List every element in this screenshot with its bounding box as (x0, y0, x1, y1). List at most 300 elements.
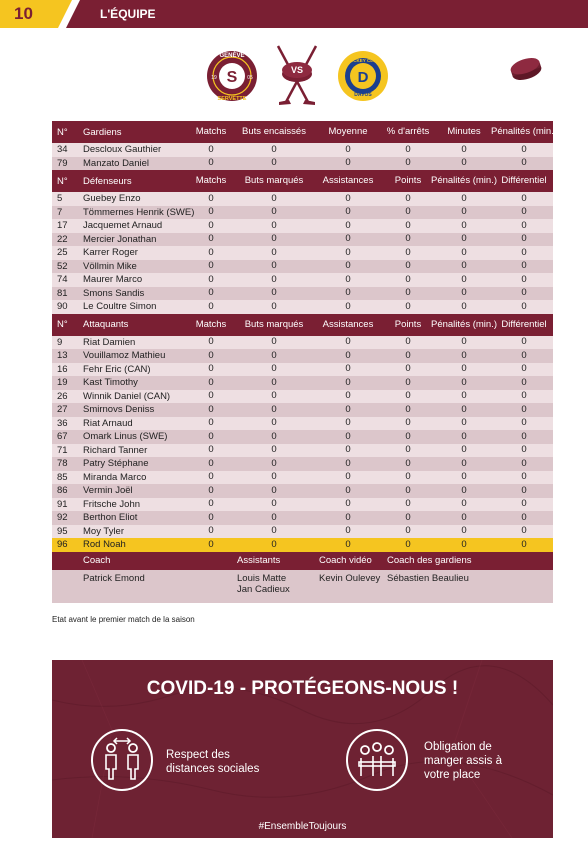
social-distance-icon (90, 728, 154, 792)
stat-value: 0 (271, 246, 277, 258)
stat-value: 0 (461, 192, 467, 204)
stat-value: 0 (271, 390, 277, 402)
roster-table (52, 121, 557, 603)
stat-value: 0 (461, 444, 467, 456)
defense-header-col-4: Assistances (322, 175, 374, 186)
player-number: 81 (57, 287, 68, 299)
player-number: 78 (57, 458, 68, 469)
stat-value: 0 (208, 246, 214, 258)
stat-value: 0 (461, 206, 467, 218)
stat-value: 0 (345, 484, 351, 496)
stat-value: 0 (345, 233, 351, 245)
stat-value: 0 (345, 430, 351, 442)
stat-value: 0 (461, 287, 467, 299)
staff-header-video: Coach vidéo (319, 555, 372, 566)
stat-value: 0 (208, 349, 214, 361)
home-team-name-bottom: SERVETTE (217, 96, 247, 102)
covid-item-distance (90, 728, 154, 797)
player-name: Descloux Gauthier (83, 144, 162, 155)
stat-value: 0 (405, 233, 411, 245)
stat-value: 0 (345, 287, 351, 299)
goalies-header-col-1: Gardiens (83, 126, 122, 138)
table-row (52, 363, 553, 377)
stat-value: 0 (208, 206, 214, 218)
stat-value: 0 (461, 417, 467, 429)
player-name: Guebey Enzo (83, 193, 141, 204)
stat-value: 0 (461, 525, 467, 537)
stat-value: 0 (345, 273, 351, 285)
player-number: 52 (57, 260, 68, 272)
player-name: Mercier Jonathan (83, 233, 157, 245)
table-row (52, 498, 553, 512)
stat-value: 0 (521, 417, 527, 429)
player-number: 16 (57, 363, 68, 375)
stat-value: 0 (405, 287, 411, 299)
player-name: Berthon Eliot (83, 512, 138, 523)
stat-value: 0 (405, 336, 411, 348)
table-row (52, 157, 553, 171)
stat-value: 0 (345, 336, 351, 348)
home-team-year-right: 05 (247, 75, 253, 81)
forwards-header-col-7: Différentiel (501, 318, 547, 330)
stat-value: 0 (271, 484, 277, 496)
player-number: 71 (57, 444, 68, 456)
stat-value: 0 (271, 417, 277, 429)
puck-icon (508, 55, 544, 83)
stat-value: 0 (345, 349, 351, 361)
player-number: 25 (57, 247, 68, 258)
player-name: Vermin Joël (83, 485, 133, 496)
stat-value: 0 (521, 363, 527, 375)
svg-text:D: D (357, 69, 369, 86)
table-row (52, 246, 553, 260)
defense-body (52, 192, 553, 314)
stat-value: 0 (521, 484, 527, 496)
stat-value: 0 (405, 363, 411, 375)
covid-item-seated (345, 728, 409, 797)
stat-value: 0 (271, 273, 277, 285)
player-number: 19 (57, 377, 68, 388)
staff-assistant-1: Louis Matte (237, 573, 287, 584)
stat-value: 0 (461, 349, 467, 361)
goalies-header-col-5: % d'arrêts (386, 126, 430, 137)
stat-value: 0 (521, 511, 527, 523)
stat-value: 0 (521, 390, 527, 402)
player-number: 26 (57, 390, 68, 402)
table-row (52, 192, 553, 206)
stat-value: 0 (461, 363, 467, 375)
covid-banner (52, 660, 553, 838)
stat-value: 0 (345, 525, 351, 537)
stat-value: 0 (208, 192, 214, 204)
stat-value: 0 (521, 525, 527, 537)
covid-item2-line2: manger assis à (424, 755, 502, 767)
player-name: Kast Timothy (83, 377, 138, 388)
stat-value: 0 (521, 192, 527, 204)
defense-header-col-7: Différentiel (501, 175, 547, 186)
player-number: 22 (57, 233, 68, 245)
player-name: Jacquemet Arnaud (83, 220, 163, 231)
table-row (52, 376, 553, 390)
stat-value: 0 (271, 363, 277, 375)
stat-value: 0 (405, 457, 411, 469)
stat-value: 0 (271, 300, 277, 312)
stat-value: 0 (271, 349, 277, 361)
staff-header-coach: Coach (83, 555, 111, 566)
defense-header-col-3: Buts marqués (244, 175, 304, 186)
stat-value: 0 (405, 376, 411, 388)
stat-value: 0 (271, 260, 277, 272)
stat-value: 0 (405, 349, 411, 361)
stat-value: 0 (405, 511, 411, 523)
away-team-name-top: HOCKEY CLUB (346, 58, 380, 63)
player-name: Fehr Eric (CAN) (83, 363, 151, 375)
defense-header-row (52, 170, 553, 192)
stat-value: 0 (208, 287, 214, 299)
stat-value: 0 (521, 233, 527, 245)
player-name: Maurer Marco (83, 274, 143, 285)
stat-value: 0 (208, 143, 214, 155)
stat-value: 0 (521, 287, 527, 299)
stat-value: 0 (405, 143, 411, 155)
stat-value: 0 (271, 376, 277, 388)
stat-value: 0 (461, 498, 467, 510)
table-row (52, 336, 553, 350)
stat-value: 0 (461, 376, 467, 388)
stat-value: 0 (521, 376, 527, 388)
table-row (52, 430, 553, 444)
stat-value: 0 (521, 206, 527, 218)
player-name: Smirnovs Deniss (83, 404, 155, 415)
stat-value: 0 (405, 538, 411, 550)
stat-value: 0 (521, 471, 527, 483)
svg-text:S: S (226, 69, 238, 86)
vs-crossed-sticks-icon (278, 46, 316, 105)
table-row (52, 300, 553, 314)
stat-value: 0 (208, 403, 214, 415)
player-number: 36 (57, 417, 68, 429)
staff-goalie-coach: Sébastien Beaulieu (387, 573, 469, 584)
stat-value: 0 (345, 300, 351, 312)
player-number: 9 (57, 336, 63, 348)
table-row (52, 219, 553, 233)
table-row (52, 390, 553, 404)
player-name: Miranda Marco (83, 471, 147, 483)
stat-value: 0 (405, 403, 411, 415)
stat-value: 0 (345, 457, 351, 469)
player-number: 74 (57, 274, 68, 285)
stat-value: 0 (405, 219, 411, 231)
stat-value: 0 (461, 538, 467, 550)
covid-item1-line1: Respect des (166, 749, 230, 761)
stat-value: 0 (521, 219, 527, 231)
stat-value: 0 (208, 157, 214, 169)
stat-value: 0 (208, 376, 214, 388)
stat-value: 0 (405, 417, 411, 429)
stat-value: 0 (521, 538, 527, 550)
table-row (52, 206, 553, 220)
stat-value: 0 (345, 260, 351, 272)
player-number: 79 (57, 157, 68, 169)
stat-value: 0 (405, 273, 411, 285)
table-row (52, 233, 553, 247)
staff-header-goalie-coach: Coach des gardiens (387, 555, 472, 566)
table-row (52, 287, 553, 301)
table-row (52, 403, 553, 417)
table-row (52, 349, 553, 363)
forwards-body (52, 336, 553, 552)
away-team-name-bottom: DAVOS (354, 92, 372, 98)
goalies-header-col-3: Buts encaissés (242, 126, 306, 137)
staff-header-assistants: Assistants (237, 555, 281, 566)
stat-value: 0 (405, 157, 411, 169)
goalies-body (52, 143, 553, 170)
covid-item2-line1: Obligation de (424, 741, 492, 753)
section-title: L'ÉQUIPE (100, 7, 156, 21)
defense-header-col-5: Points (394, 175, 422, 186)
goalies-header-col-2: Matchs (195, 126, 227, 137)
stat-value: 0 (271, 143, 277, 155)
staff-coach: Patrick Emond (83, 573, 145, 584)
player-name: Fritsche John (83, 498, 141, 510)
covid-item-seated-text (424, 740, 502, 782)
stat-value: 0 (208, 484, 214, 496)
staff-assistant-2: Jan Cadieux (237, 584, 290, 595)
stat-value: 0 (208, 390, 214, 402)
stat-value: 0 (208, 363, 214, 375)
stat-value: 0 (461, 157, 467, 169)
stat-value: 0 (345, 192, 351, 204)
stat-value: 0 (405, 471, 411, 483)
player-number: 27 (57, 404, 68, 415)
table-row (52, 444, 553, 458)
stat-value: 0 (405, 300, 411, 312)
player-number: 96 (57, 539, 68, 550)
goalies-header-col-7: Pénalités (min.) (491, 126, 557, 137)
stat-value: 0 (271, 219, 277, 231)
player-name: Rod Noah (83, 539, 126, 550)
stat-value: 0 (461, 143, 467, 155)
stat-value: 0 (521, 403, 527, 415)
player-name: Le Coultre Simon (83, 301, 157, 312)
forwards-header-col-3: Buts marqués (244, 318, 304, 330)
stat-value: 0 (345, 403, 351, 415)
covid-item2-line3: votre place (424, 769, 481, 781)
goalies-header-col-0: N° (57, 126, 68, 138)
stat-value: 0 (271, 444, 277, 456)
stat-value: 0 (461, 246, 467, 258)
stat-value: 0 (208, 471, 214, 483)
home-team-year-left: 19 (211, 75, 217, 81)
forwards-header-row (52, 314, 553, 336)
player-name: Karrer Roger (83, 247, 138, 258)
player-name: Tömmernes Henrik (SWE) (83, 206, 195, 218)
stat-value: 0 (208, 430, 214, 442)
forwards-header-col-6: Pénalités (min.) (431, 318, 497, 330)
home-team-name-top: GENÈVE (219, 53, 245, 59)
page-number: 10 (0, 0, 58, 28)
player-name: Riat Arnaud (83, 417, 133, 429)
forwards-header-col-2: Matchs (195, 318, 227, 330)
stat-value: 0 (461, 471, 467, 483)
stat-value: 0 (405, 430, 411, 442)
stat-value: 0 (208, 260, 214, 272)
stat-value: 0 (345, 376, 351, 388)
defense-header-col-0: N° (57, 175, 68, 187)
table-row (52, 457, 553, 471)
stat-value: 0 (345, 471, 351, 483)
staff-video-coach: Kevin Oulevey (319, 573, 381, 584)
player-name: Patry Stéphane (83, 458, 149, 469)
stat-value: 0 (271, 457, 277, 469)
stat-value: 0 (345, 498, 351, 510)
stat-value: 0 (208, 300, 214, 312)
stat-value: 0 (271, 511, 277, 523)
staff-row (52, 570, 553, 603)
stat-value: 0 (405, 260, 411, 272)
goalies-header-col-6: Minutes (447, 126, 481, 137)
stat-value: 0 (208, 273, 214, 285)
covid-title: COVID-19 - PROTÉGEONS-NOUS ! (146, 678, 459, 699)
stat-value: 0 (521, 300, 527, 312)
stat-value: 0 (208, 444, 214, 456)
stat-value: 0 (345, 538, 351, 550)
stat-value: 0 (271, 403, 277, 415)
stat-value: 0 (405, 498, 411, 510)
stat-value: 0 (271, 471, 277, 483)
stat-value: 0 (461, 403, 467, 415)
seated-eating-icon (345, 728, 409, 792)
covid-item1-line2: distances sociales (166, 763, 260, 775)
player-name: Moy Tyler (83, 525, 125, 537)
staff-header-row (52, 552, 553, 570)
season-note: Etat avant le premier match de la saison (52, 615, 195, 624)
stat-value: 0 (271, 192, 277, 204)
stat-value: 0 (345, 417, 351, 429)
stat-value: 0 (521, 157, 527, 169)
stat-value: 0 (345, 143, 351, 155)
covid-item-distance-text (166, 748, 259, 776)
stat-value: 0 (345, 246, 351, 258)
stat-value: 0 (271, 233, 277, 245)
player-number: 92 (57, 512, 68, 523)
player-number: 67 (57, 431, 68, 442)
stat-value: 0 (405, 206, 411, 218)
stat-value: 0 (405, 246, 411, 258)
stat-value: 0 (461, 273, 467, 285)
stat-value: 0 (521, 273, 527, 285)
stat-value: 0 (405, 484, 411, 496)
stat-value: 0 (521, 336, 527, 348)
stat-value: 0 (521, 143, 527, 155)
stat-value: 0 (405, 525, 411, 537)
defense-header-col-1: Défenseurs (83, 175, 132, 187)
player-number: 13 (57, 350, 68, 361)
stat-value: 0 (521, 457, 527, 469)
forwards-header-col-5: Points (394, 318, 422, 330)
stat-value: 0 (405, 444, 411, 456)
header-band-shape (0, 0, 588, 28)
match-logos (205, 40, 390, 110)
stat-value: 0 (521, 430, 527, 442)
stat-value: 0 (208, 457, 214, 469)
player-number: 95 (57, 525, 68, 537)
stat-value: 0 (345, 511, 351, 523)
table-row (52, 511, 553, 525)
player-number: 34 (57, 144, 68, 155)
table-row (52, 143, 553, 157)
stat-value: 0 (271, 538, 277, 550)
player-name: Richard Tanner (83, 444, 148, 456)
stat-value: 0 (345, 157, 351, 169)
player-name: Winnik Daniel (CAN) (83, 390, 171, 402)
player-number: 7 (57, 206, 63, 218)
player-name: Omark Linus (SWE) (83, 431, 168, 442)
table-row (52, 273, 553, 287)
stat-value: 0 (461, 430, 467, 442)
forwards-header-col-4: Assistances (322, 318, 374, 330)
player-number: 17 (57, 220, 68, 231)
page-header (0, 0, 588, 28)
stat-value: 0 (521, 349, 527, 361)
player-number: 91 (57, 498, 68, 510)
stat-value: 0 (208, 511, 214, 523)
defense-header-col-6: Pénalités (min.) (431, 175, 497, 186)
stat-value: 0 (345, 219, 351, 231)
player-number: 5 (57, 193, 63, 204)
stat-value: 0 (405, 390, 411, 402)
stat-value: 0 (208, 525, 214, 537)
stat-value: 0 (345, 444, 351, 456)
stat-value: 0 (271, 157, 277, 169)
player-number: 90 (57, 301, 68, 312)
stat-value: 0 (405, 192, 411, 204)
player-name: Smons Sandis (83, 287, 145, 299)
stat-value: 0 (461, 511, 467, 523)
player-number: 86 (57, 485, 68, 496)
stat-value: 0 (208, 233, 214, 245)
table-row (52, 417, 553, 431)
away-team-logo (338, 51, 388, 101)
player-name: Riat Damien (83, 336, 136, 348)
stat-value: 0 (461, 390, 467, 402)
stat-value: 0 (461, 484, 467, 496)
stat-value: 0 (208, 336, 214, 348)
stat-value: 0 (271, 430, 277, 442)
stat-value: 0 (208, 498, 214, 510)
player-name: Völlmin Mike (83, 260, 137, 272)
table-row (52, 525, 553, 539)
stat-value: 0 (521, 246, 527, 258)
stat-value: 0 (345, 363, 351, 375)
goalies-header-col-4: Moyenne (328, 126, 368, 137)
stat-value: 0 (271, 336, 277, 348)
stat-value: 0 (461, 233, 467, 245)
stat-value: 0 (521, 444, 527, 456)
covid-hashtag: #EnsembleToujours (258, 821, 347, 832)
table-row (52, 484, 553, 498)
table-row (52, 538, 553, 552)
player-number: 85 (57, 471, 68, 483)
forwards-header-col-0: N° (57, 319, 68, 330)
stat-value: 0 (461, 219, 467, 231)
stat-value: 0 (345, 390, 351, 402)
table-row (52, 471, 553, 485)
stat-value: 0 (271, 206, 277, 218)
stat-value: 0 (271, 525, 277, 537)
stat-value: 0 (208, 538, 214, 550)
home-team-logo (207, 51, 257, 102)
